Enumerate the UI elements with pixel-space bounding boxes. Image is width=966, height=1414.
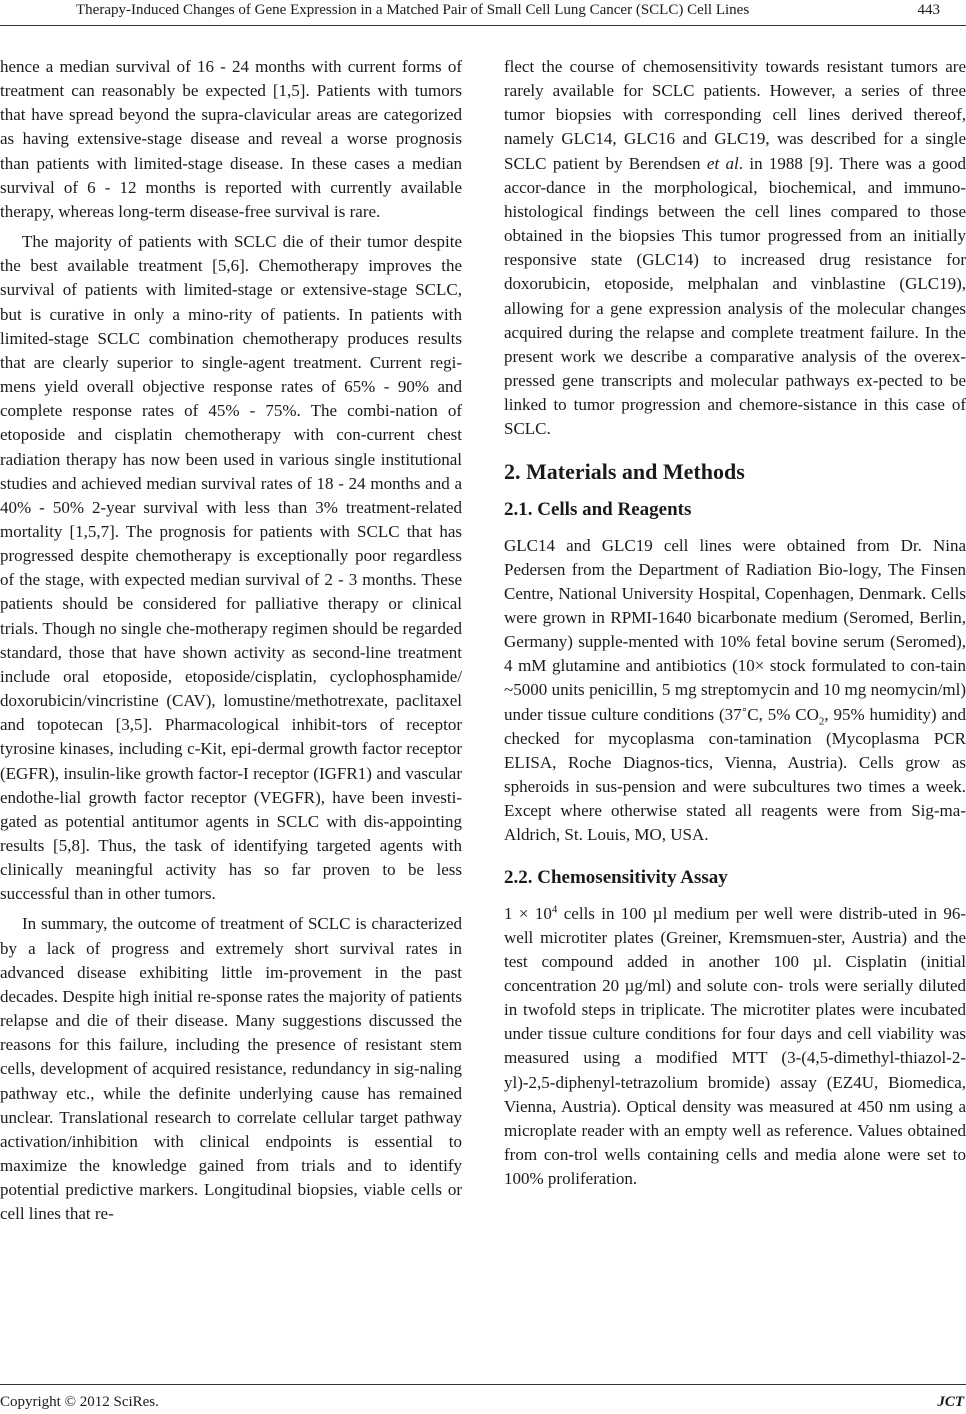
text-run: cells in 100 µl medium per well were distrib-uted in 96-well microtiter plates (Greiner, Kremsmuen-ster, Austria) and the test compound added in another 100 µl. Cisplatin (initial concentration 20 µg/ml) and solute con- trols were serially diluted in twofold steps in triplicate. The microtiter plates were incubated under tissue culture conditions for four days and cell viability was measured using a modified MTT (3-(4,5-dimethyl-thiazol-2-yl)-2,5-diphenyl-tetrazolium bromide) assay (EZ4U, Biomedica, Vienna, Austria). Optical density was measured at 450 nm using a microplate reader with an empty well as reference. Values obtained from con-trol wells containing cells and media alone were set to 100% proliferation.	[504, 903, 966, 1189]
subscript: 2	[818, 714, 825, 727]
italic-text: et al	[706, 153, 739, 173]
left-column	[0, 55, 462, 1227]
paragraph	[504, 534, 966, 848]
paragraph	[504, 55, 966, 442]
footer-rule	[0, 1384, 966, 1385]
running-header	[0, 0, 966, 22]
subsection-heading: 2.1. Cells and Reagents	[504, 498, 692, 520]
journal-abbreviation: JCT	[937, 1394, 964, 1410]
running-title: Therapy-Induced Changes of Gene Expression in a Matched Pair of Small Cell Lung Cancer (SCLC) Cell Lines	[76, 2, 750, 18]
text-run: GLC14 and GLC19 cell lines were obtained from Dr. Nina Pedersen from the Department of Radiation Bio-logy, The Finsen Centre, National University Hospital, Copenhagen, Denmark. Cells were grown in RPMI-1640 bicarbonate medium (Seromed, Berlin, Germany) supple-mented with 10% fetal bovine serum (Seromed), 4 mM glutamine and antibiotics (10× stock formulated to con-tain ~5000 units penicillin, 5 mg streptomycin and 10 mg neomycin/ml) under tissue culture conditions (37˚C, 5% CO	[504, 535, 966, 724]
paragraph	[504, 902, 966, 1192]
paragraph: In summary, the outcome of treatment of SCLC is characterized by a lack of progress and extremely short survival rates in advanced disease exhibiting little im-provement in the past decades. Despite high initial re-sponse rates the majority of patients relapse and die of their disease. Many suggestions discussed the reasons for this failure, including the presence of resistant stem cells, development of acquired resistance, redundancy in sig-naling pathway etc., while the definite underlying cause has remained unclear. Translational research to correlate cellular target pathway activation/inhibition with clinical endpoints is essential to maximize the knowledge gained from trials and to identify potential predictive markers. Longitudinal biopsies, viable cells or cell lines that re-	[0, 914, 462, 1224]
right-column	[504, 55, 966, 1191]
text-run: , 95% humidity) and checked for mycoplasma con-tamination (Mycoplasma PCR ELISA, Roche Diagnos-tics, Vienna, Austria). Cells grow as spheroids in sus-pension and were subcultures two times a week. Except where otherwise stated all reagents were from Sig-ma-Aldrich, St. Louis, MO, USA.	[504, 704, 966, 845]
page-footer	[0, 1393, 966, 1413]
header-rule	[0, 25, 966, 26]
subsection-heading: 2.2. Chemosensitivity Assay	[504, 866, 728, 888]
page-number: 443	[917, 2, 940, 18]
text-run: flect the course of chemosensitivity towards resistant tumors are rarely available for SCLC patients. However, a series of three tumor biopsies with corresponding cell lines derived thereof, namely GLC14, GLC16 and GLC19, was described for a single SCLC patient by Berendsen	[504, 57, 966, 173]
copyright-text: Copyright © 2012 SciRes.	[0, 1394, 159, 1410]
superscript: 4	[551, 902, 558, 915]
section-heading: 2. Materials and Methods	[504, 458, 745, 484]
paragraph: hence a median survival of 16 - 24 months with current forms of treatment can reasonably be expected [1,5]. Patients with tumors that have spread beyond the supra-clavicular areas are categorized as having extensive-stage disease and reveal a worse prognosis than patients with limited-stage disease. In these cases a median survival of 6 - 12 months is reported with currently available therapy, whereas long-term disease-free survival is rare.	[0, 57, 462, 221]
text-run: 1 × 10	[504, 903, 552, 923]
paragraph: The majority of patients with SCLC die of their tumor despite the best available treatment [5,6]. Chemotherapy improves the survival of patients with limited-stage or extensive-stage SCLC, but is curative in only a mino-rity of patients. In patients with limited-stage SCLC combination chemotherapy produces results that are clearly superior to single-agent treatment. Current regi-mens yield overall objective response rates of 65% - 90% and complete response rates of 45% - 75%. The combi-nation of etoposide and cisplatin chemotherapy with con-current chest radiation therapy has now been used in various single institutional studies and achieved median survival rates of 18 - 24 months and a 40% - 50% 2-year survival with less than 3% treatment-related mortality [1,5,7]. The prognosis for patients with SCLC that has progressed despite chemotherapy is exceptionally poor regardless of the stage, with expected median survival of 2 - 3 months. These patients should be considered for palliative therapy or clinical trials. Though no single che-motherapy regimen should be regarded standard, those that have shown activity as second-line treatment include oral etoposide, etoposide/cisplatin, cyclophosphamide/ doxorubicin/vincristine (CAV), lomustine/methotrexate, paclitaxel and topotecan [3,5]. Pharmacological inhibit-tors of receptor tyrosine kinases, including c-Kit, epi-dermal growth factor receptor (EGFR), insulin-like growth factor-I receptor (IGFR1) and vascular endothe-lial growth factor receptor (VEGFR), have been investi-gated as potential antitumor agents in SCLC with dis-appointing results [5,8]. Thus, the task of identifying targeted agents with clinically meaningful activity has so far proven to be less successful than in other tumors.	[0, 232, 462, 904]
text-run: . in 1988 [9]. There was a good accor-dance in the morphological, biochemical, and immuno-histological findings between the cell lines compared to those obtained in the biopsies This tumor progressed from an initially responsive state (GLC14) to increased drug resistance for doxorubicin, etoposide, melphalan and vinblastine (GLC19), allowing for a gene expression analysis of the molecular changes acquired during the relapse and complete treatment failure. In the present work we describe a comparative analysis of the overex-pressed gene transcripts and molecular pathways ex-pected to be linked to tumor progression and chemore-sistance in this case of SCLC.	[504, 153, 966, 439]
